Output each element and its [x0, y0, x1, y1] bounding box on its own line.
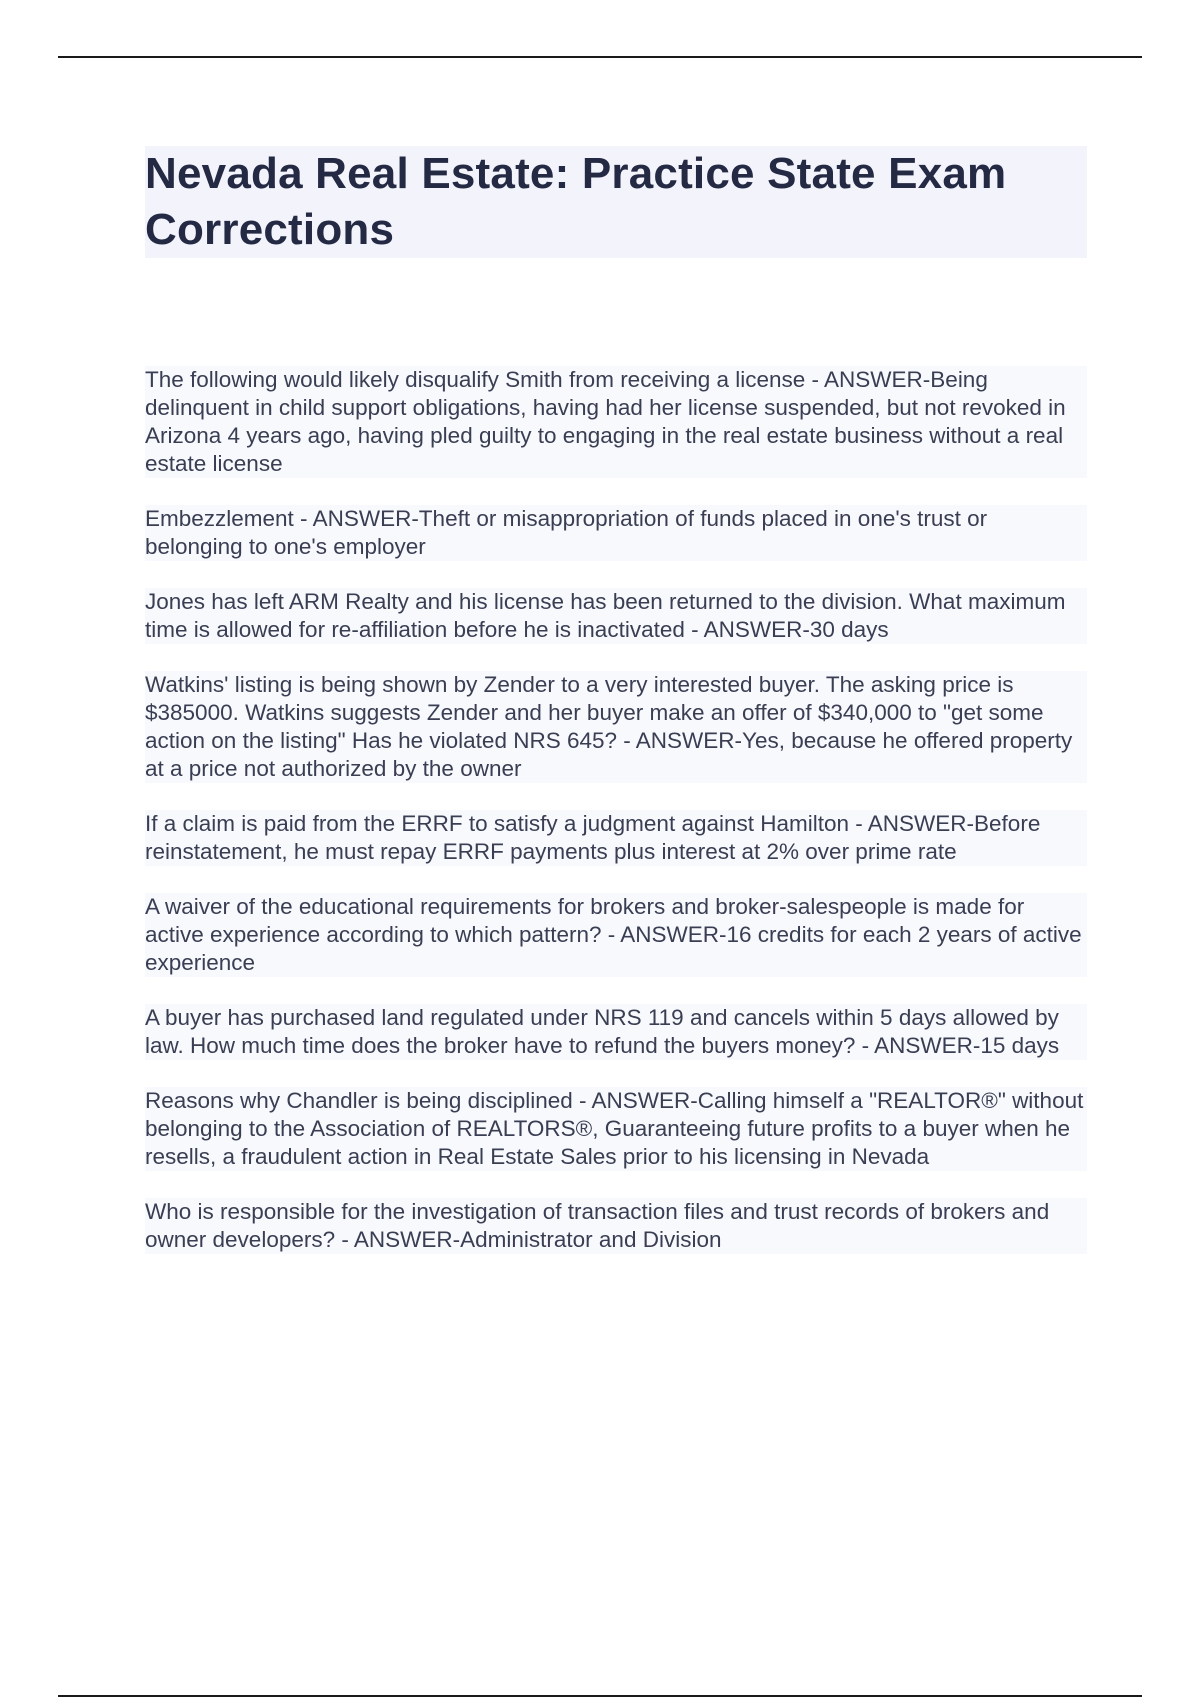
qa-item: Reasons why Chandler is being disciplined - ANSWER-Calling himself a "REALTOR®" without belonging to the Association of REALTORS®, Guaranteeing future profits to a buyer when he resells, a fraudulent action in Real Estate Sales prior to his licensing in Nevada: [145, 1087, 1087, 1171]
qa-item: Jones has left ARM Realty and his license has been returned to the division. What maximum time is allowed for re-affiliation before he is inactivated - ANSWER-30 days: [145, 588, 1087, 644]
qa-item: A buyer has purchased land regulated under NRS 119 and cancels within 5 days allowed by law. How much time does the broker have to refund the buyers money? - ANSWER-15 days: [145, 1004, 1087, 1060]
qa-list: [145, 366, 1087, 1281]
title-block: [145, 146, 1087, 258]
bottom-rule: [58, 1695, 1142, 1697]
qa-item: Embezzlement - ANSWER-Theft or misappropriation of funds placed in one's trust or belonging to one's employer: [145, 505, 1087, 561]
qa-item: Who is responsible for the investigation of transaction files and trust records of brokers and owner developers? - ANSWER-Administrator and Division: [145, 1198, 1087, 1254]
qa-item: If a claim is paid from the ERRF to satisfy a judgment against Hamilton - ANSWER-Before reinstatement, he must repay ERRF payments plus interest at 2% over prime rate: [145, 810, 1087, 866]
qa-item: The following would likely disqualify Smith from receiving a license - ANSWER-Being delinquent in child support obligations, having had her license suspended, but not revoked in Arizona 4 years ago, having pled guilty to engaging in the real estate business without a real estate license: [145, 366, 1087, 478]
qa-item: A waiver of the educational requirements for brokers and broker-salespeople is made for active experience according to which pattern? - ANSWER-16 credits for each 2 years of active experience: [145, 893, 1087, 977]
page-title: Nevada Real Estate: Practice State Exam Corrections: [145, 149, 1007, 254]
top-rule: [58, 56, 1142, 58]
qa-item: Watkins' listing is being shown by Zender to a very interested buyer. The asking price is $385000. Watkins suggests Zender and her buyer make an offer of $340,000 to "get some action on the listing" Has he violated NRS 645? - ANSWER-Yes, because he offered property at a price not authorized by the owner: [145, 671, 1087, 783]
